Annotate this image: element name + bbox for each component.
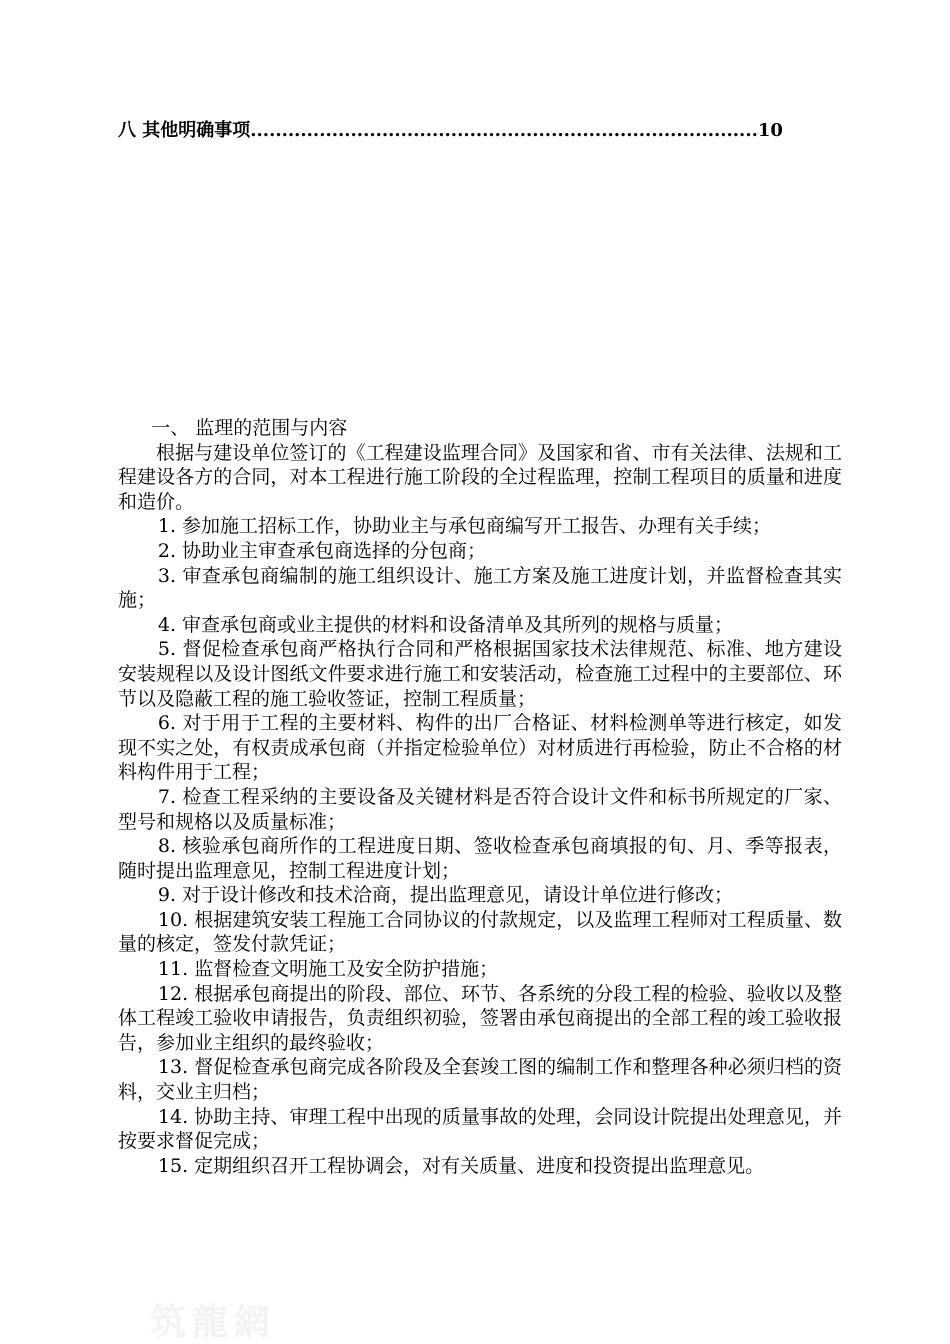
list-item: 4. 审查承包商或业主提供的材料和设备清单及其所列的规格与质量； bbox=[157, 613, 734, 636]
intro-paragraph: 根据与建设单位签订的《工程建设监理合同》及国家和省、市有关法律、法规和工程建设各方的合同，对本工程进行施工阶段的全过程监理，控制工程项目的质量和进度和造价。 bbox=[118, 441, 842, 513]
list-item: 13. 督促检查承包商完成各阶段及全套竣工图的编制工作和整理各种必须归档的资料，交业主归档； bbox=[118, 1056, 842, 1104]
toc-entry: 八 其他明确事项.................................................................................10 bbox=[118, 120, 783, 141]
list-item: 12. 根据承包商提出的阶段、部位、环节、各系统的分段工程的检验、验收以及整体工程竣工验收申请报告，负责组织初验，签署由承包商提出的全部工程的竣工验收报告，参加业主组织的最终验收； bbox=[118, 982, 842, 1054]
list-item: 6. 对于用于工程的主要材料、构件的出厂合格证、材料检测单等进行核定，如发现不实之处，有权责成承包商（并指定检验单位）对材质进行再检验，防止不合格的材料构件用于工程； bbox=[118, 712, 842, 784]
list-item: 11. 监督检查文明施工及安全防护措施； bbox=[157, 958, 499, 981]
list-item: 15. 定期组织召开工程协调会，对有关质量、进度和投资提出监理意见。 bbox=[157, 1154, 765, 1177]
list-item: 7. 检查工程采纳的主要设备及关键材料是否符合设计文件和标书所规定的厂家、型号和规格以及质量标准； bbox=[118, 785, 842, 833]
list-item: 3. 审查承包商编制的施工组织设计、施工方案及施工进度计划，并监督检查其实施； bbox=[118, 564, 842, 612]
list-item: 10. 根据建筑安装工程施工合同协议的付款规定，以及监理工程师对工程质量、数量的核定，签发付款凭证； bbox=[118, 908, 842, 956]
list-item: 8. 核验承包商所作的工程进度日期、签收检查承包商填报的旬、月、季等报表，随时提出监理意见，控制工程进度计划； bbox=[118, 835, 842, 882]
list-item: 9. 对于设计修改和技术洽商，提出监理意见，请设计单位进行修改； bbox=[157, 884, 734, 907]
list-item: 2. 协助业主审查承包商选择的分包商； bbox=[157, 539, 487, 562]
watermark-logo: 筑龍網 bbox=[150, 1301, 277, 1343]
document-body bbox=[118, 416, 842, 1178]
list-item: 5. 督促检查承包商严格执行合同和严格根据国家技术法律规范、标准、地方建设安装规程以及设计图纸文件要求进行施工和安装活动，检查施工过程中的主要部位、环节以及隐蔽工程的施工验收签证，控制工程质量； bbox=[118, 638, 842, 710]
list-item: 14. 协助主持、审理工程中出现的质量事故的处理，会同设计院提出处理意见，并按要求督促完成； bbox=[118, 1105, 842, 1153]
section-heading: 一、 监理的范围与内容 bbox=[151, 417, 348, 439]
list-item: 1. 参加施工招标工作，协助业主与承包商编写开工报告、办理有关手续； bbox=[157, 515, 772, 538]
